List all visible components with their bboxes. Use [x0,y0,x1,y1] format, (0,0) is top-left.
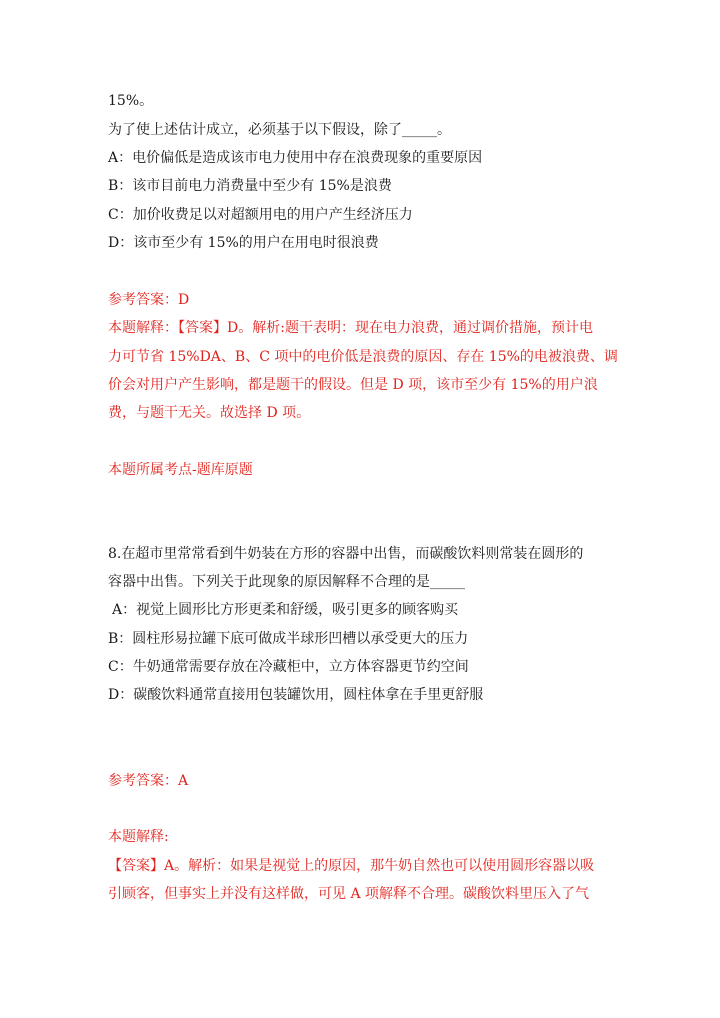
q8-explanation-label: 本题解释: [108,829,169,845]
q7-option-c: C：加价收费足以对超额用电的用户产生经济压力 [108,207,413,223]
q7-stem-tail: 15%。 [108,93,154,109]
q7-explanation-line-1: 本题解释：【答案】D。解析:题干表明：现在电力浪费，通过调价措施，预计电 [108,320,593,336]
q7-explanation-line-4: 费，与题干无关。故选择 D 项。 [108,405,311,421]
q8-option-c: C：牛奶通常需要存放在冷藏柜中，立方体容器更节约空间 [108,659,469,675]
q8-stem-line-1: 8.在超市里常常看到牛奶装在方形的容器中出售，而碳酸饮料则常装在圆形的 [108,546,584,562]
q8-stem-line-2: 容器中出售。下列关于此现象的原因解释不合理的是_____ [108,574,465,590]
q7-option-b: B：该市目前电力消费量中至少有 15%是浪费 [108,178,392,194]
q7-category: 本题所属考点-题库原题 [108,462,253,478]
q8-explanation-line-1: 【答案】A。解析：如果是视觉上的原因，那牛奶自然也可以使用圆形容器以吸 [108,858,595,874]
q8-option-a: A：视觉上圆形比方形更柔和舒缓，吸引更多的顾客购买 [112,602,459,618]
q7-option-d: D：该市至少有 15%的用户在用电时很浪费 [108,235,379,251]
q8-option-d: D：碳酸饮料通常直接用包装罐饮用，圆柱体拿在手里更舒服 [108,687,484,703]
q8-explanation-line-2: 引顾客，但事实上并没有这样做，可见 A 项解释不合理。碳酸饮料里压入了气 [108,886,590,902]
q7-option-a: A：电价偏低是造成该市电力使用中存在浪费现象的重要原因 [108,150,483,166]
q7-answer: 参考答案：D [108,292,190,308]
q8-option-b: B：圆柱形易拉罐下底可做成半球形凹槽以承受更大的压力 [108,631,469,647]
q7-explanation-line-3: 价会对用户产生影响，都是题干的假设。但是 D 项，该市至少有 15%的用户浪 [108,377,598,393]
q7-stem: 为了使上述估计成立，必须基于以下假设，除了_____。 [108,122,451,138]
q7-explanation-line-2: 力可节省 15%DA、B、C 项中的电价低是浪费的原因、存在 15%的电被浪费、调 [108,349,618,365]
q8-answer: 参考答案：A [108,773,189,789]
